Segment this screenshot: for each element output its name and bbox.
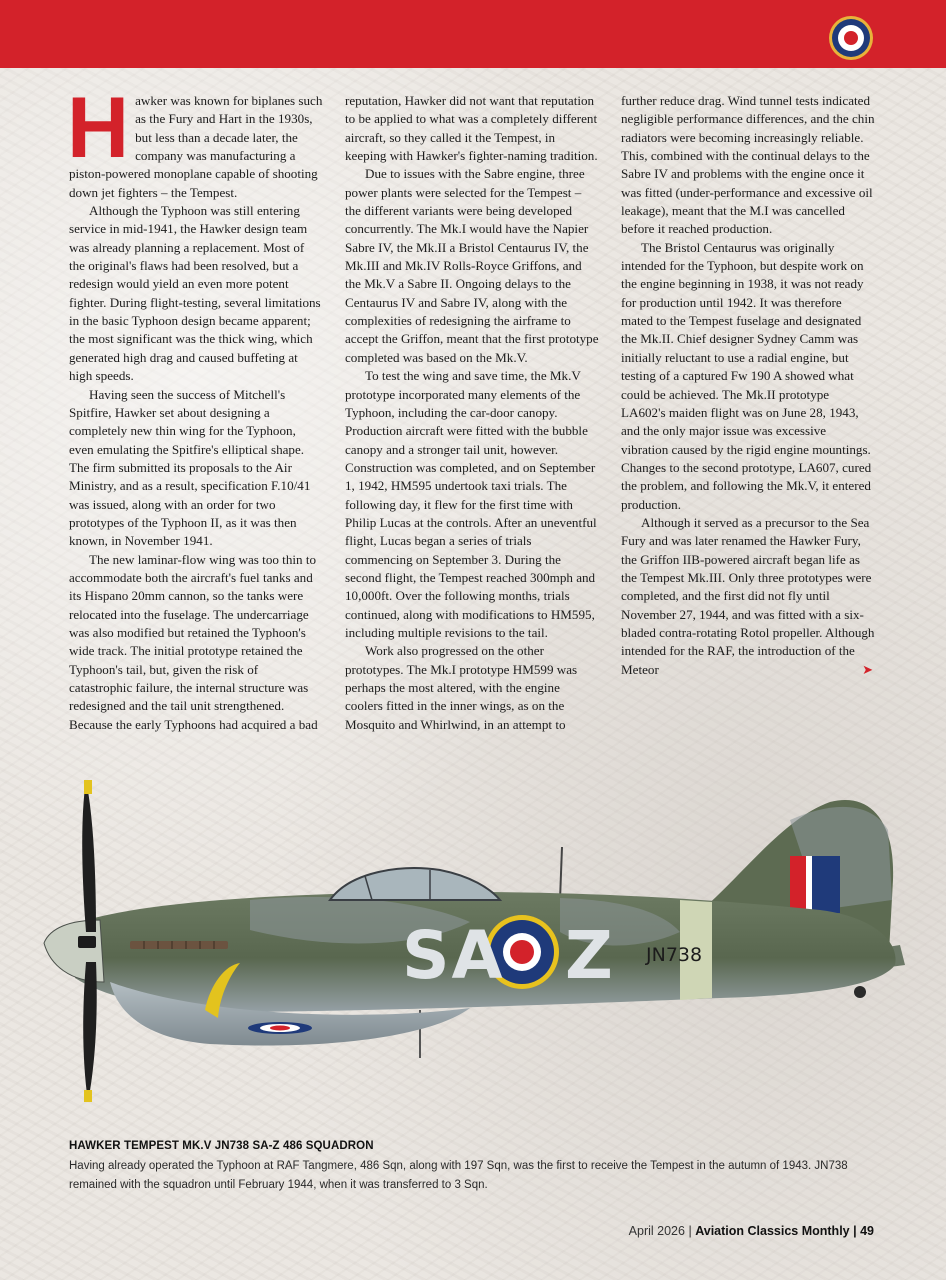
page-footer xyxy=(629,1224,874,1238)
article-paragraph: Hawker was known for biplanes such as the Fury and Hart in the 1930s, but less than a decade later, the company was manufacturing a piston-powered monoplane capable of shooting down jet fighters – the Tempest. xyxy=(67,80,323,200)
issue-date: April 2026 xyxy=(628,1224,685,1238)
header-bar xyxy=(0,0,946,68)
fin-flash-red xyxy=(790,856,806,913)
caption-title: HAWKER TEMPEST MK.V JN738 SA-Z 486 SQUADRON xyxy=(69,1140,374,1152)
aircraft-letter: Z xyxy=(565,917,613,994)
continue-arrow-icon: ➤ xyxy=(862,661,873,677)
raf-roundel-icon xyxy=(828,15,874,61)
article-body xyxy=(67,80,875,752)
article-paragraph: The new laminar-flow wing was too thin to accommodate both the aircraft's fuel tanks and its Hispano 20mm cannon, so the tanks were relocated into the fuselage. The undercarriage was also modified but retained the Typhoon's wide track. The initial prototype retained the Typhoon's tail, but, given the risk of catastrophic failure, the internal structure was redesigned and the tail unit strengthened. Because the early Typhoons had acquired a bad reputation, Hawker did not want that reputation to be applied to what was a completely different aircraft, so they called it the Tempest, in keeping with Hawker's fighter-naming tradition. xyxy=(69,93,598,732)
drop-cap: H xyxy=(67,80,130,176)
squadron-code-left: SA xyxy=(402,917,505,994)
footer-separator: | xyxy=(853,1224,857,1238)
page-number: 49 xyxy=(860,1224,874,1238)
article-paragraph: To test the wing and save time, the Mk.V prototype incorporated many elements of the Typhoon, including the car-door canopy. Production aircraft were fitted with the bubble canopy and a stronger tail unit, however. Construction was completed, and on September 1, 1942, HM595 undertook taxi trials. The following day, it flew for the first time with Philip Lucas at the controls. After an uneventful flight, Lucas began a series of trials commencing on September 3. During the second flight, the Tempest reached 300mph and 10,000ft. Over the following months, trials continued, along with modifications to HM595, including multiple revisions to the tail. xyxy=(345,368,597,640)
article-paragraph: Although the Typhoon was still entering service in mid-1941, the Hawker design team was already planning a replacement. Most of the original's flaws had been resolved, but a redesign would yield an even more potent fighter. During flight-testing, several limitations in the basic Typhoon design became apparent; the most significant was the thick wing, which generated high drag and caused buffeting at high speeds. xyxy=(69,203,321,384)
article-paragraph: Having seen the success of Mitchell's Spitfire, Hawker set about designing a completely new thin wing for the Typhoon, even emulating the Spitfire's elliptical shape. The firm submitted its proposals to the Air Ministry, and as a result, specification F.10/41 was issued, along with an order for two prototypes of the Typhoon II, as it was then known, in November 1941. xyxy=(69,386,311,549)
serial-number: JN738 xyxy=(646,944,703,966)
aircraft-illustration xyxy=(0,760,946,1140)
article-paragraph: Although it served as a precursor to the Sea Fury and was later renamed the Hawker Fury, the Griffon IIB-powered aircraft began life as the Tempest Mk.III. Only three prototypes were completed, and the first did not fly until November 27, 1944, and was fitted with a six-bladed contra-rotating Rotol propeller. Although intended for the RAF, the introduction of the Meteor ➤ xyxy=(621,514,875,679)
magazine-name: Aviation Classics Monthly xyxy=(695,1224,850,1238)
article-paragraph: Due to issues with the Sabre engine, three power plants were selected for the Tempest – the different variants were being developed concurrently. The Mk.I would have the Napier Sabre IV, the Mk.II a Bristol Centaurus IV, the Mk.III and Mk.IV Rolls-Royce Griffons, and the Mk.V a Sabre II. Ongoing delays to the Centaurus IV and Sabre IV, along with the complexities of redesigning the airframe to accept the Griffon, meant that the first prototype completed was based on the Mk.V. xyxy=(345,166,599,365)
footer-separator: | xyxy=(688,1224,692,1238)
article-paragraph: Work also progressed on the other prototypes. The Mk.I prototype HM599 was perhaps the most altered, with the engine coolers fitted in the inner wings, as on the Mosquito and Whirlwind, in an attempt to further reduce drag. Wind tunnel tests indicated negligible performance differences, and the chin radiators were becoming increasingly reliable. This, combined with the continual delays to the Sabre IV and problems with the engine once it was fitted (under-performance and excessive oil leakage), meant that the M.I was cancelled before it reached production. xyxy=(345,93,875,732)
caption-text: Having already operated the Typhoon at RAF Tangmere, 486 Sqn, along with 197 Sqn, was the first to receive the Tempest in the autumn of 1943. JN738 remained with the squadron until February 1944, when it was transferred to 3 Sqn. xyxy=(69,1160,848,1191)
article-paragraph: The Bristol Centaurus was originally intended for the Typhoon, but despite work on the engine beginning in 1938, it was not ready for production until 1942. It was therefore mated to the Tempest fuselage and designated the Mk.II. Chief designer Sydney Camm was initially reluctant to use a radial engine, but testing of a captured Fw 190 A showed what could be achieved. The Mk.II prototype LA602's maiden flight was on June 28, 1943, and the only major issue was excessive vibration caused by the rigid engine mountings. Changes to the second prototype, LA607, cured the problem, and following the Mk.V, it entered production. xyxy=(621,239,872,512)
